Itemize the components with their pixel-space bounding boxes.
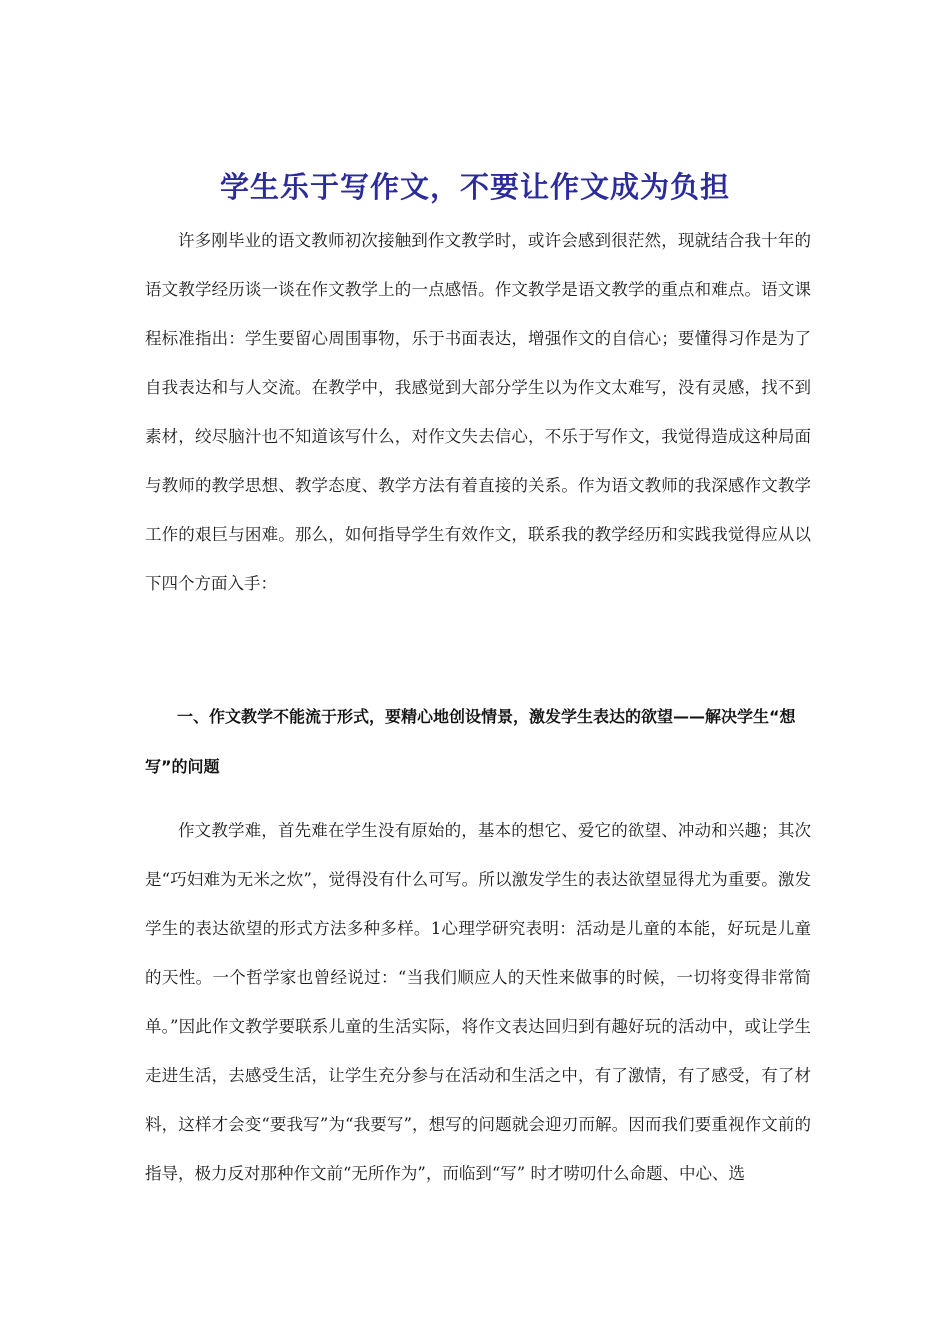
section-1-paragraph: 作文教学难，首先难在学生没有原始的，基本的想它、爱它的欲望、冲动和兴趣；其次是“巧妇难为无米之炊”，觉得没有什么可写。所以激发学生的表达欲望显得尤为重要。激发学生的表达欲望的形式方法多种多样。1心理学研究表明：活动是儿童的本能，好玩是儿童的天性。一个哲学家也曾经说过：“当我们顺应人的天性来做事的时候，一切将变得非常简单。”因此作文教学要联系儿童的生活实际，将作文表达回归到有趣好玩的活动中，或让学生走进生活，去感受生活，让学生充分参与在活动和生活之中，有了激情，有了感受，有了材料，这样才会变“要我写”为“我要写”，想写的问题就会迎刃而解。因而我们要重视作文前的指导，极力反对那种作文前“无所作为”，而临到“写” 时才唠叨什么命题、中心、选 [145,821,811,1183]
section-heading-1: 一、作文教学不能流于形式，要精心地创设情景，激发学生表达的欲望——解决学生“想写”的问题 [145,707,796,776]
document-title: 学生乐于写作文，不要让作文成为负担 [219,170,730,205]
intro-paragraph: 许多刚毕业的语文教师初次接触到作文教学时，或许会感到很茫然，现就结合我十年的语文教学经历谈一谈在作文教学上的一点感悟。作文教学是语文教学的重点和难点。语文课程标准指出：学生要留心周围事物，乐于书面表达，增强作文的自信心；要懂得习作是为了自我表达和与人交流。在教学中，我感觉到大部分学生以为作文太难写，没有灵感，找不到素材，绞尽脑汁也不知道该写什么，对作文失去信心，不乐于写作文，我觉得造成这种局面与教师的教学思想、教学态度、教学方法有着直接的关系。作为语文教师的我深感作文教学工作的艰巨与困难。那么，如何指导学生有效作文，联系我的教学经历和实践我觉得应从以下四个方面入手： [145,231,811,593]
